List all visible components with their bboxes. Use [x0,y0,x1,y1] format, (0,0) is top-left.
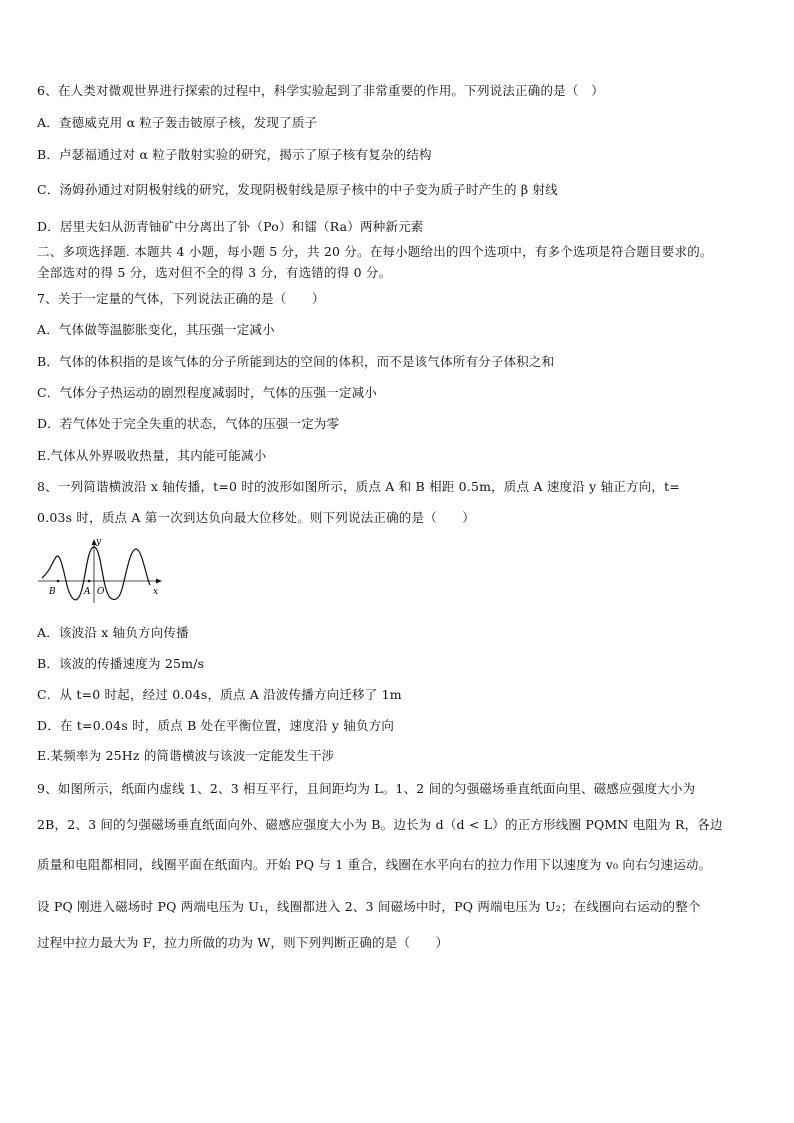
q9-stem-line4: 设 PQ 刚进入磁场时 PQ 两端电压为 U₁，线圈都进入 2、3 间磁场中时，PQ 两端电压为 U₂；在线圈向右运动的整个 [37,899,701,914]
label-o: O [97,587,105,597]
section2-instructions-1: 二、多项选择题. 本题共 4 小题，每小题 5 分，共 20 分。在每小题给出的四个选项中，有多个选项是符合题目要求的。 [37,244,713,259]
q8-option-e[interactable]: E.某频率为 25Hz 的简谐横波与该波一定能发生干涉 [37,748,335,763]
section2-instructions-2: 全部选对的得 5 分，选对但不全的得 3 分，有选错的得 0 分。 [37,265,392,280]
q6-option-d[interactable]: D．居里夫妇从沥青铀矿中分离出了钋（Po）和镭（Ra）两种新元素 [37,219,424,234]
q8-option-c[interactable]: C．从 t=0 时起，经过 0.04s，质点 A 沿波传播方向迁移了 1m [37,687,402,702]
q9-stem-line5: 过程中拉力最大为 F，拉力所做的功为 W，则下列判断正确的是（ ） [37,935,449,950]
q8-stem-line2: 0.03s 时，质点 A 第一次到达负向最大位移处。则下列说法正确的是（ ） [37,510,475,525]
q6-stem: 6、在人类对微观世界进行探索的过程中，科学实验起到了非常重要的作用。下列说法正确的是（ ） [37,83,604,98]
point-a [88,580,91,583]
q7-option-a[interactable]: A．气体做等温膨胀变化，其压强一定减小 [37,322,275,337]
x-axis-label: x [153,587,159,597]
label-a: A [84,587,91,597]
wave-figure [36,537,166,605]
q6-option-a[interactable]: A．查德威克用 α 粒子轰击铍原子核，发现了质子 [37,115,318,130]
q9-stem-line1: 9、如图所示，纸面内虚线 1、2、3 相互平行，且间距均为 L。1、2 间的匀强磁场垂直纸面向里、磁感应强度大小为 [37,781,696,796]
q8-stem-line1: 8、一列简谐横波沿 x 轴传播，t=0 时的波形如图所示，质点 A 和 B 相距 0.5m，质点 A 速度沿 y 轴正方向，t= [37,479,680,494]
y-axis-label: y [96,537,102,547]
q8-option-b[interactable]: B．该波的传播速度为 25m/s [37,656,205,671]
q6-option-c[interactable]: C．汤姆孙通过对阴极射线的研究，发现阴极射线是原子核中的中子变为质子时产生的 β 射线 [37,182,558,197]
x-axis-arrow [156,579,162,584]
wave-curve [42,547,150,600]
q6-option-b[interactable]: B．卢瑟福通过对 α 粒子散射实验的研究，揭示了原子核有复杂的结构 [37,147,432,162]
q7-option-b[interactable]: B．气体的体积指的是该气体的分子所能到达的空间的体积，而不是该气体所有分子体积之和 [37,354,555,369]
q9-stem-line2: 2B，2、3 间的匀强磁场垂直纸面向外、磁感应强度大小为 B。边长为 d（d < L）的正方形线圈 PQMN 电阻为 R，各边 [37,817,723,832]
q8-option-a[interactable]: A．该波沿 x 轴负方向传播 [37,625,189,640]
q7-option-d[interactable]: D．若气体处于完全失重的状态，气体的压强一定为零 [37,416,340,431]
label-b: B [49,587,56,597]
q9-stem-line3: 质量和电阻都相同，线圈平面在纸面内。开始 PQ 与 1 重合，线圈在水平向右的拉力作用下以速度为 v₀ 向右匀速运动。 [37,857,712,872]
q7-option-c[interactable]: C．气体分子热运动的剧烈程度减弱时，气体的压强一定减小 [37,385,377,400]
q8-option-d[interactable]: D．在 t=0.04s 时，质点 B 处在平衡位置，速度沿 y 轴负方向 [37,718,395,733]
q7-option-e[interactable]: E.气体从外界吸收热量，其内能可能减小 [37,448,267,463]
point-b [57,580,60,583]
q7-stem: 7、关于一定量的气体，下列说法正确的是（ ） [37,291,325,306]
